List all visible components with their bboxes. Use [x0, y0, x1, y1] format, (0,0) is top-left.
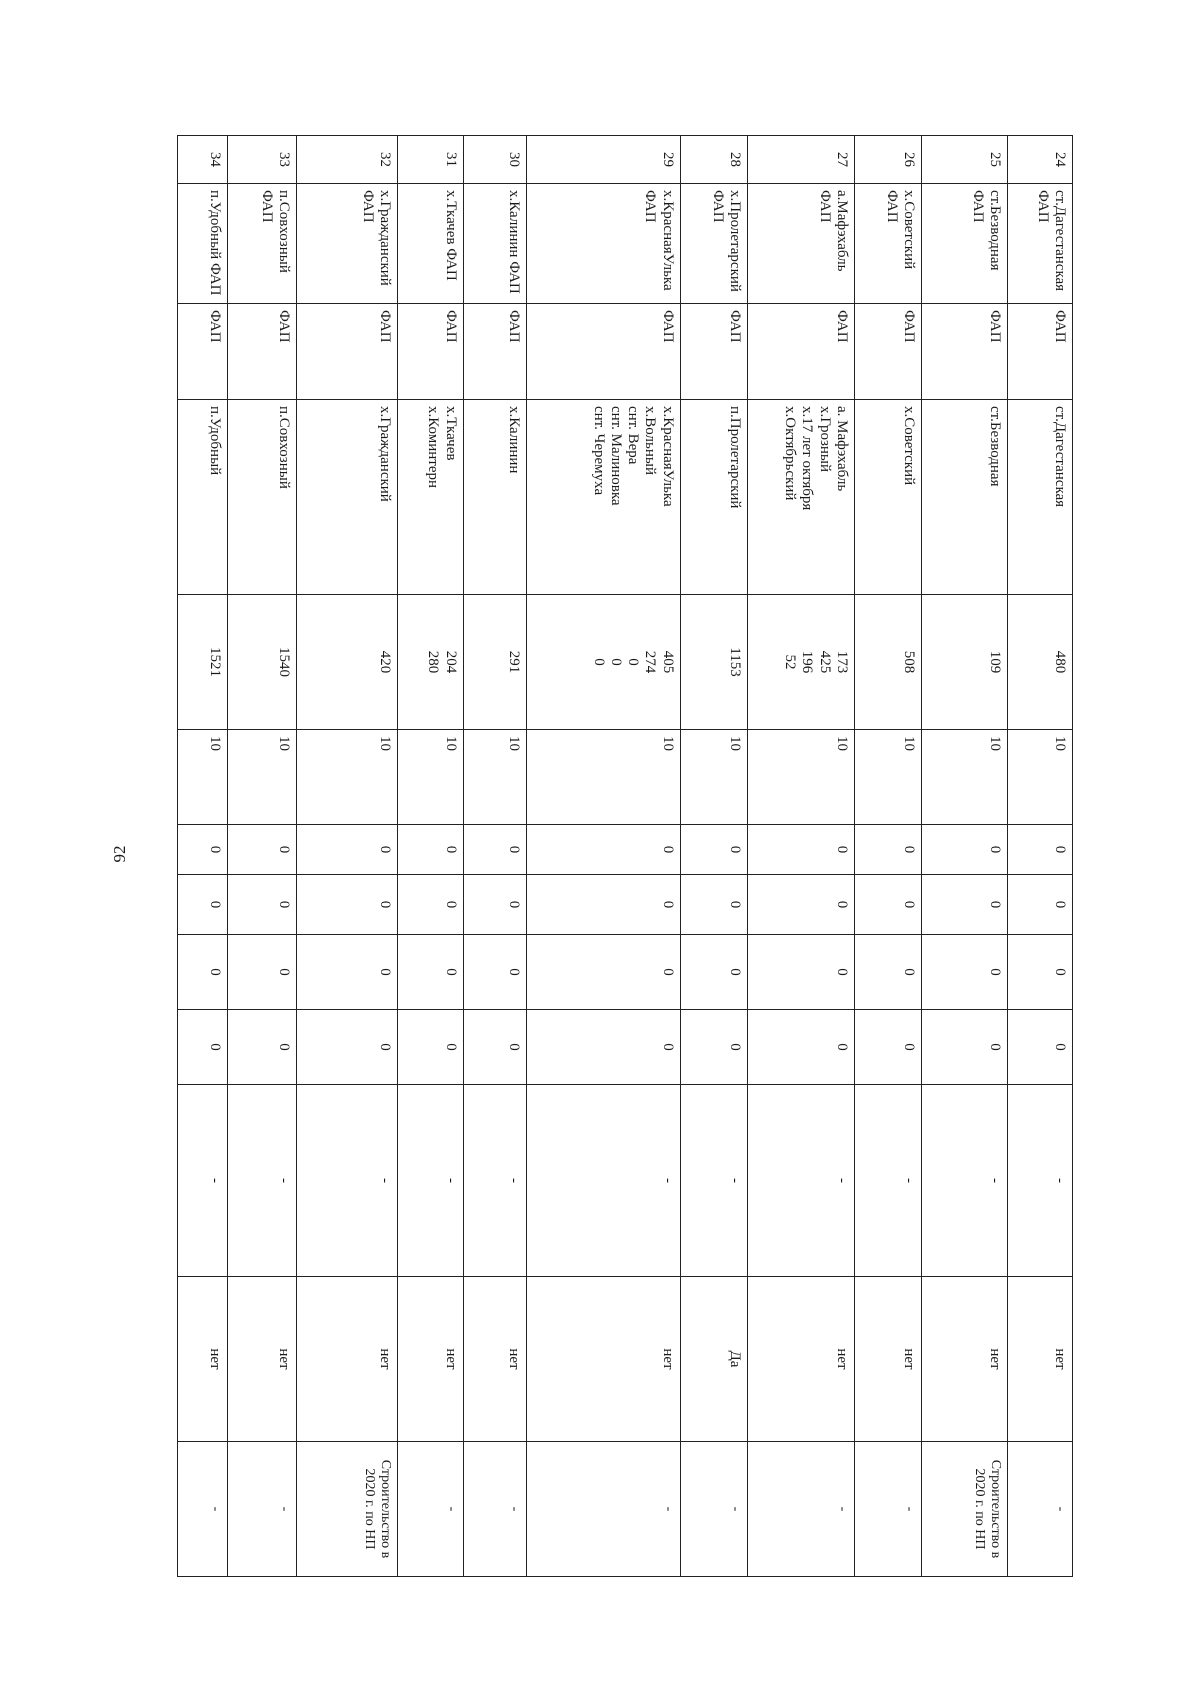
value-3: 0 — [297, 935, 398, 1010]
note-value: - — [178, 1442, 228, 1577]
value-3: 0 — [463, 935, 526, 1010]
population-cell — [526, 595, 680, 730]
settlements-cell — [526, 400, 680, 595]
distance-value: 10 — [227, 730, 297, 825]
value-1: 0 — [297, 825, 398, 875]
value-3: 0 — [1007, 935, 1072, 1010]
population-value: 1521 — [206, 647, 223, 677]
value-4: 0 — [398, 1010, 463, 1085]
population-cell — [463, 595, 526, 730]
row-number: 32 — [297, 136, 398, 184]
empty-value: - — [1007, 1085, 1072, 1277]
note-value: - — [463, 1442, 526, 1577]
facility-type: ФАП — [398, 304, 463, 400]
settlement-name: х.Коминтерн — [425, 406, 442, 489]
facility-name: х.Пролетарский ФАП — [680, 184, 747, 304]
population-value: 204 — [442, 650, 459, 674]
population-cell — [297, 595, 398, 730]
distance-value: 10 — [178, 730, 228, 825]
note-value: - — [854, 1442, 921, 1577]
settlements-cell — [178, 400, 228, 595]
value-1: 0 — [922, 825, 1007, 875]
empty-value: - — [178, 1085, 228, 1277]
settlement-name: х.Грозный — [816, 406, 833, 473]
table-row — [854, 136, 921, 1577]
value-3: 0 — [854, 935, 921, 1010]
empty-value: - — [297, 1085, 398, 1277]
facility-type: ФАП — [748, 304, 855, 400]
population-value: 0 — [625, 658, 642, 666]
population-value: 0 — [607, 658, 624, 666]
status-value: нет — [178, 1277, 228, 1442]
value-4: 0 — [922, 1010, 1007, 1085]
population-value: 196 — [799, 650, 816, 674]
value-2: 0 — [1007, 875, 1072, 935]
value-3: 0 — [680, 935, 747, 1010]
population-value: 109 — [986, 650, 1003, 674]
value-1: 0 — [854, 825, 921, 875]
population-value: 508 — [901, 650, 918, 674]
empty-value: - — [854, 1085, 921, 1277]
status-value: нет — [526, 1277, 680, 1442]
settlement-name: х.Вольный — [642, 406, 659, 476]
status-value: нет — [227, 1277, 297, 1442]
value-1: 0 — [463, 825, 526, 875]
status-value: нет — [297, 1277, 398, 1442]
facility-name: а.Мафэхабль ФАП — [748, 184, 855, 304]
facility-table — [177, 135, 1073, 1577]
population-cell — [922, 595, 1007, 730]
settlements-cell — [297, 400, 398, 595]
table-row — [227, 136, 297, 1577]
value-2: 0 — [748, 875, 855, 935]
settlement-name: х.17 лет октября — [799, 406, 816, 511]
facility-name: ст.Дагестанская ФАП — [1007, 184, 1072, 304]
table-row — [748, 136, 855, 1577]
distance-value: 10 — [526, 730, 680, 825]
value-4: 0 — [680, 1010, 747, 1085]
status-value: нет — [748, 1277, 855, 1442]
population-value: 1153 — [727, 647, 744, 677]
document-sheet — [177, 135, 1073, 1576]
settlement-name: п.Удобный — [206, 406, 223, 476]
settlements-cell — [398, 400, 463, 595]
population-value: 420 — [377, 650, 394, 674]
value-1: 0 — [227, 825, 297, 875]
status-value: нет — [463, 1277, 526, 1442]
population-value: 291 — [505, 650, 522, 674]
empty-value: - — [526, 1085, 680, 1277]
note-value: - — [680, 1442, 747, 1577]
facility-type: ФАП — [854, 304, 921, 400]
row-number: 30 — [463, 136, 526, 184]
row-number: 27 — [748, 136, 855, 184]
settlement-name: х.Советский — [901, 406, 918, 486]
status-value: нет — [1007, 1277, 1072, 1442]
empty-value: - — [463, 1085, 526, 1277]
population-value: 0 — [590, 658, 607, 666]
population-value: 405 — [659, 650, 676, 674]
note-value: - — [1007, 1442, 1072, 1577]
value-4: 0 — [526, 1010, 680, 1085]
population-cell — [748, 595, 855, 730]
facility-type: ФАП — [680, 304, 747, 400]
population-cell — [1007, 595, 1072, 730]
value-2: 0 — [297, 875, 398, 935]
settlements-cell — [227, 400, 297, 595]
status-value: нет — [398, 1277, 463, 1442]
facility-type: ФАП — [178, 304, 228, 400]
facility-name: х.КраснаяУлька ФАП — [526, 184, 680, 304]
distance-value: 10 — [297, 730, 398, 825]
settlements-cell — [854, 400, 921, 595]
population-cell — [680, 595, 747, 730]
value-4: 0 — [227, 1010, 297, 1085]
population-value: 480 — [1052, 650, 1068, 674]
facility-type: ФАП — [1007, 304, 1072, 400]
settlement-name: х.КраснаяУлька — [659, 406, 676, 507]
note-value: Строительство в 2020 г. по НП — [297, 1442, 398, 1577]
note-value: - — [227, 1442, 297, 1577]
value-1: 0 — [680, 825, 747, 875]
value-3: 0 — [748, 935, 855, 1010]
value-2: 0 — [526, 875, 680, 935]
facility-name: п.Совхозный ФАП — [227, 184, 297, 304]
settlement-name: х.Октябрьский — [782, 406, 799, 501]
settlement-name: ст.Дагестанская — [1052, 406, 1068, 508]
status-value: нет — [854, 1277, 921, 1442]
table-row — [1007, 136, 1072, 1577]
table-row — [178, 136, 228, 1577]
value-1: 0 — [1007, 825, 1072, 875]
value-4: 0 — [297, 1010, 398, 1085]
value-2: 0 — [922, 875, 1007, 935]
value-4: 0 — [854, 1010, 921, 1085]
value-4: 0 — [748, 1010, 855, 1085]
facility-type: ФАП — [922, 304, 1007, 400]
population-value: 425 — [816, 650, 833, 674]
facility-type: ФАП — [526, 304, 680, 400]
status-value: Да — [680, 1277, 747, 1442]
value-1: 0 — [748, 825, 855, 875]
distance-value: 10 — [398, 730, 463, 825]
value-2: 0 — [227, 875, 297, 935]
population-value: 1540 — [276, 647, 293, 677]
row-number: 33 — [227, 136, 297, 184]
table-row — [463, 136, 526, 1577]
value-1: 0 — [178, 825, 228, 875]
value-3: 0 — [227, 935, 297, 1010]
settlement-name: п.Пролетарский — [727, 406, 744, 509]
note-value: Строительство в 2020 г. по НП — [922, 1442, 1007, 1577]
population-value: 52 — [782, 654, 799, 670]
facility-name: х.Гражданский ФАП — [297, 184, 398, 304]
population-value: 274 — [642, 650, 659, 674]
value-4: 0 — [178, 1010, 228, 1085]
population-value: 280 — [425, 650, 442, 674]
empty-value: - — [748, 1085, 855, 1277]
value-4: 0 — [463, 1010, 526, 1085]
population-cell — [398, 595, 463, 730]
settlements-cell — [748, 400, 855, 595]
settlements-cell — [680, 400, 747, 595]
facility-name: п.Удобный ФАП — [178, 184, 228, 304]
table-row — [297, 136, 398, 1577]
distance-value: 10 — [854, 730, 921, 825]
distance-value: 10 — [922, 730, 1007, 825]
table-row — [398, 136, 463, 1577]
value-3: 0 — [526, 935, 680, 1010]
row-number: 25 — [922, 136, 1007, 184]
population-cell — [854, 595, 921, 730]
row-number: 31 — [398, 136, 463, 184]
table-row — [680, 136, 747, 1577]
value-2: 0 — [398, 875, 463, 935]
settlement-name: х.Калинин — [505, 406, 522, 474]
value-2: 0 — [463, 875, 526, 935]
settlement-name: х.Ткачев — [442, 406, 459, 461]
settlement-name: снт. Вера — [625, 406, 642, 465]
facility-rows — [178, 136, 1073, 1577]
value-3: 0 — [398, 935, 463, 1010]
population-value: 173 — [833, 650, 850, 674]
value-2: 0 — [854, 875, 921, 935]
empty-value: - — [227, 1085, 297, 1277]
value-3: 0 — [922, 935, 1007, 1010]
facility-name: х.Ткачев ФАП — [398, 184, 463, 304]
population-cell — [227, 595, 297, 730]
settlement-name: а. Мафэхабль — [833, 406, 850, 492]
table-row — [922, 136, 1007, 1577]
value-1: 0 — [398, 825, 463, 875]
value-2: 0 — [178, 875, 228, 935]
note-value: - — [526, 1442, 680, 1577]
page-number: 92 — [110, 845, 129, 863]
facility-type: ФАП — [227, 304, 297, 400]
distance-value: 10 — [463, 730, 526, 825]
settlement-name: х.Гражданский — [377, 406, 394, 502]
facility-name: ст.Безводная ФАП — [922, 184, 1007, 304]
distance-value: 10 — [680, 730, 747, 825]
distance-value: 10 — [1007, 730, 1072, 825]
facility-name: х.Калинин ФАП — [463, 184, 526, 304]
row-number: 28 — [680, 136, 747, 184]
status-value: нет — [922, 1277, 1007, 1442]
settlement-name: снт. Черемуха — [590, 406, 607, 496]
settlements-cell — [463, 400, 526, 595]
settlements-cell — [922, 400, 1007, 595]
empty-value: - — [922, 1085, 1007, 1277]
value-3: 0 — [178, 935, 228, 1010]
settlement-name: ст.Безводная — [986, 406, 1003, 487]
note-value: - — [748, 1442, 855, 1577]
row-number: 29 — [526, 136, 680, 184]
settlement-name: снт. Малиновка — [607, 406, 624, 506]
value-2: 0 — [680, 875, 747, 935]
empty-value: - — [680, 1085, 747, 1277]
value-1: 0 — [526, 825, 680, 875]
facility-name: х.Советский ФАП — [854, 184, 921, 304]
empty-value: - — [398, 1085, 463, 1277]
distance-value: 10 — [748, 730, 855, 825]
value-4: 0 — [1007, 1010, 1072, 1085]
row-number: 34 — [178, 136, 228, 184]
row-number: 26 — [854, 136, 921, 184]
settlements-cell — [1007, 400, 1072, 595]
population-cell — [178, 595, 228, 730]
settlement-name: п.Совхозный — [276, 406, 293, 489]
table-row — [526, 136, 680, 1577]
note-value: - — [398, 1442, 463, 1577]
facility-type: ФАП — [297, 304, 398, 400]
facility-type: ФАП — [463, 304, 526, 400]
row-number: 24 — [1007, 136, 1072, 184]
